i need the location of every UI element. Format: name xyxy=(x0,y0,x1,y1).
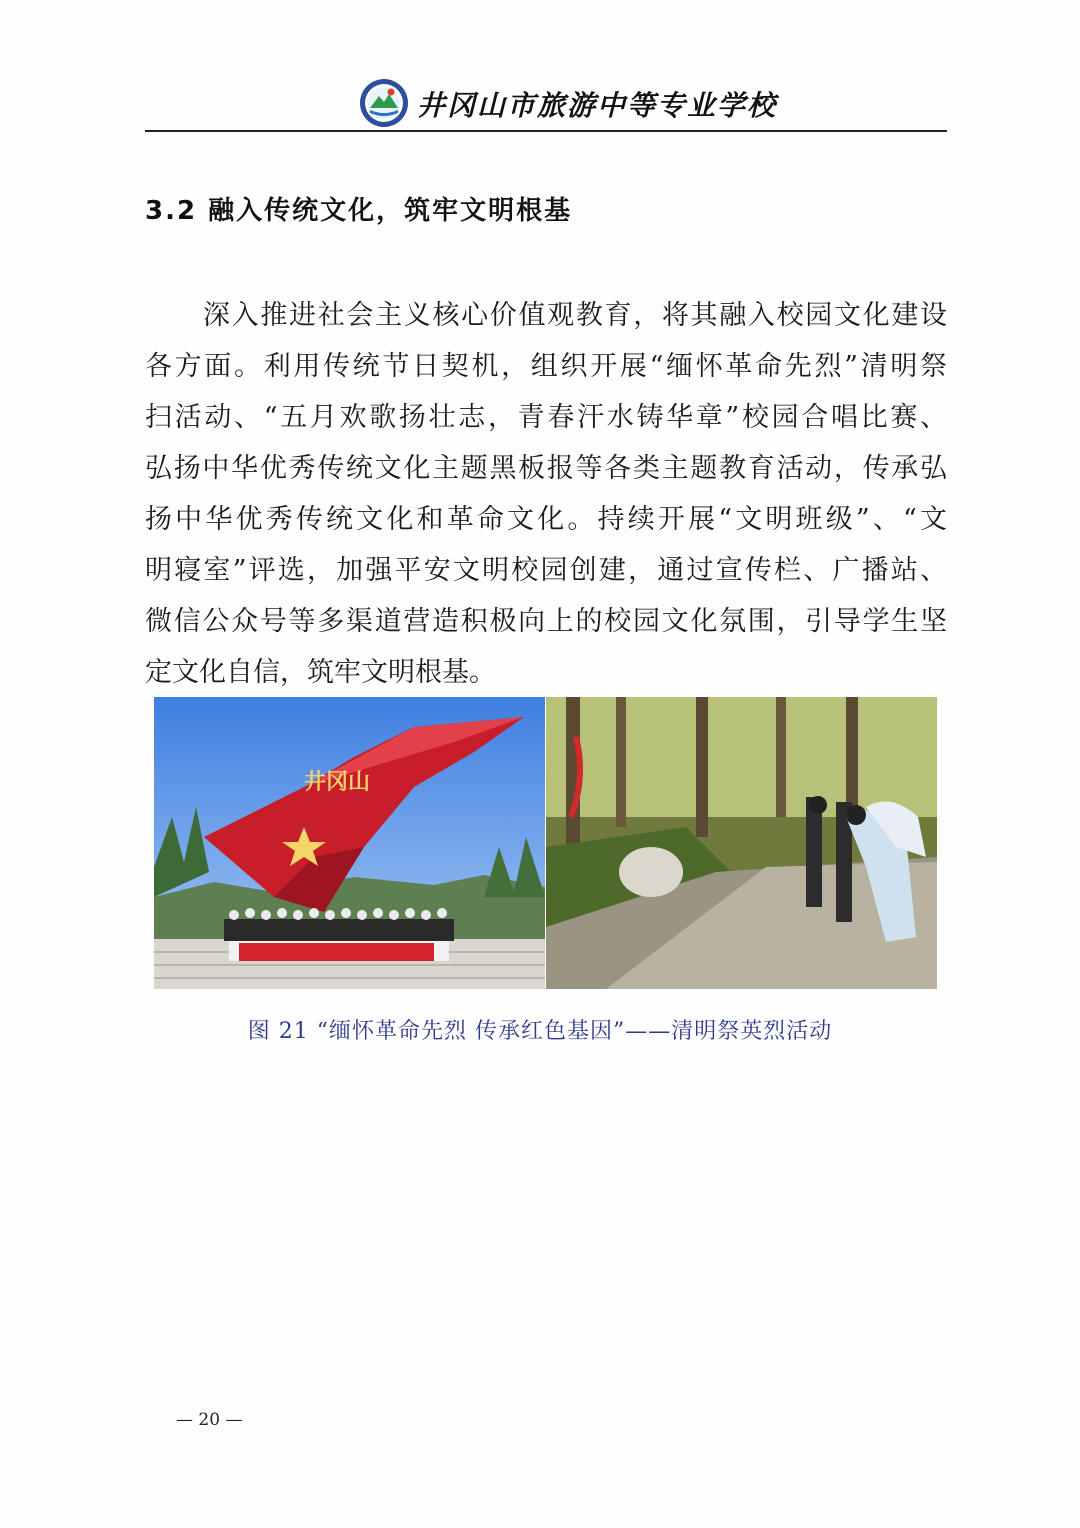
paragraph-line: 弘扬中华优秀传统文化主题黑板报等各类主题教育活动，传承弘 xyxy=(145,453,947,484)
section-title: 3.2 融入传统文化，筑牢文明根基 xyxy=(145,196,573,226)
paragraph-line: 扫活动、“五月欢歌扬壮志，青春汗水铸华章”校园合唱比赛、 xyxy=(145,402,947,433)
figure-caption: 图 21 “缅怀革命先烈 传承红色基因”——清明祭英烈活动 xyxy=(247,1019,833,1044)
paragraph-line: 扬中华优秀传统文化和革命文化。持续开展“文明班级”、“文 xyxy=(145,504,947,535)
page-number: — 20 — xyxy=(176,1410,243,1430)
paragraph-line: 深入推进社会主义核心价值观教育，将其融入校园文化建设 xyxy=(203,300,947,331)
paragraph-line: 明寝室”评选，加强平安文明校园创建，通过宣传栏、广播站、 xyxy=(145,555,947,586)
page-header xyxy=(145,72,947,132)
memorial-bow-photo xyxy=(546,697,937,989)
school-name: 井冈山市旅游中等专业学校 xyxy=(417,89,778,122)
paragraph-line: 定文化自信，筑牢文明根基。 xyxy=(145,657,496,688)
paragraph-line: 微信公众号等多渠道营造积极向上的校园文化氛围，引导学生坚 xyxy=(145,606,947,637)
paragraph-line: 各方面。利用传统节日契机，组织开展“缅怀革命先烈”清明祭 xyxy=(145,351,947,382)
school-emblem-icon xyxy=(359,78,409,128)
body-paragraph xyxy=(145,290,947,698)
monument-group-photo xyxy=(154,697,545,989)
monument-text: 井冈山 xyxy=(304,769,371,795)
